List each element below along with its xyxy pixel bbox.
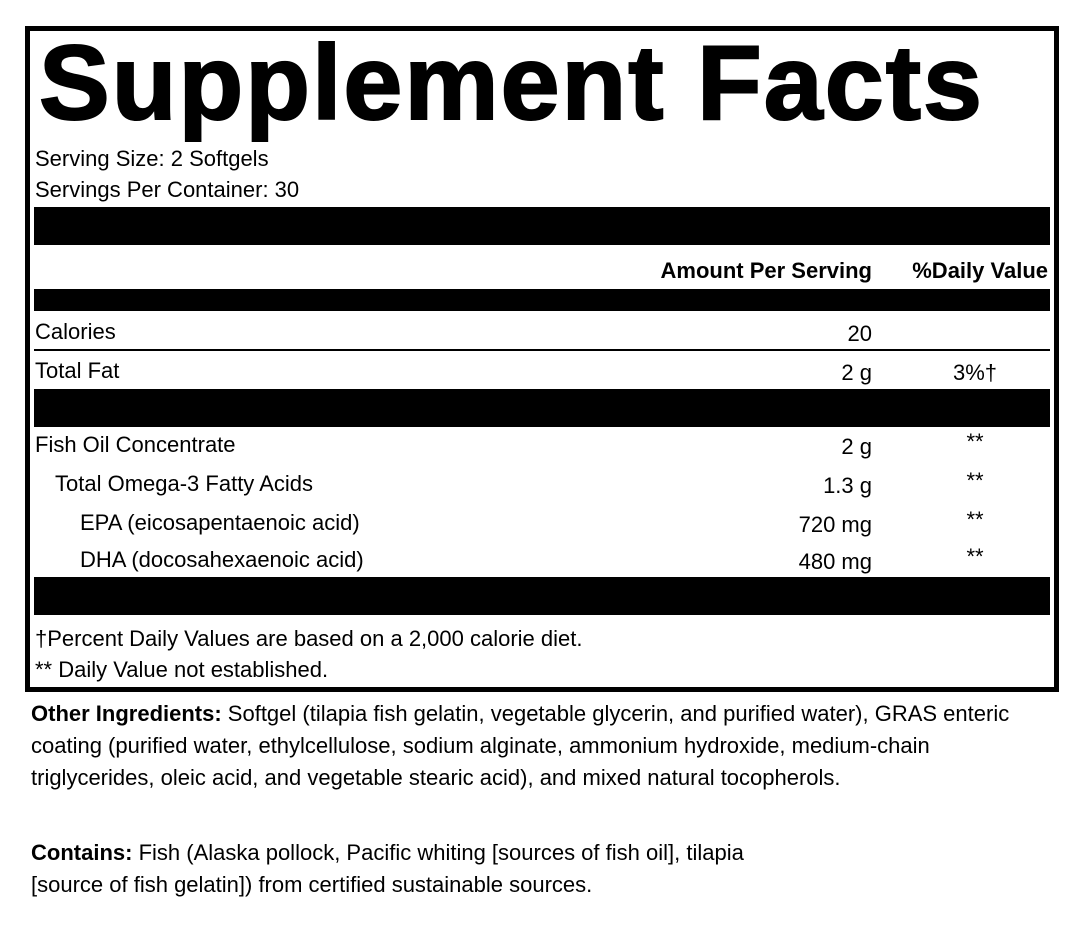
thick-divider-4 [34,577,1050,615]
row-name-fish-oil: Fish Oil Concentrate [35,432,236,457]
contains-label: Contains: [31,840,133,865]
panel-title: Supplement Facts [39,24,984,142]
row-amount-omega-3: 1.3 g [823,473,872,498]
row-name-dha: DHA (docosahexaenoic acid) [80,547,364,572]
serving-size: Serving Size: 2 Softgels [35,146,269,171]
row-amount-fish-oil: 2 g [841,434,872,459]
row-dv-fish-oil: ** [966,429,984,454]
footnote-dv-not-established: ** Daily Value not established. [35,657,329,682]
thick-divider-3 [34,389,1050,427]
other-ingredients-text: Softgel (tilapia fish gelatin, vegetable glycerin, and purified water), GRAS enteric coating (purified water, ethylcellulose, sodium alginate, ammonium hydroxide, medium-chain triglycerides, oleic acid, and vegetable stearic acid), and mixed natural tocopherols. [31,701,1010,790]
servings-per-container: Servings Per Container: 30 [35,177,300,202]
row-dv-total-fat: 3%† [952,360,998,385]
thin-rule [34,349,1050,351]
thick-divider-1 [34,207,1050,245]
row-name-calories: Calories [35,319,116,344]
row-dv-epa: ** [966,507,984,532]
row-amount-epa: 720 mg [798,512,872,537]
row-amount-total-fat: 2 g [841,360,872,385]
thick-divider-2 [34,289,1050,311]
row-amount-dha: 480 mg [798,549,872,574]
contains-text-line2: [source of fish gelatin]) from certified sustainable sources. [31,872,593,897]
row-dv-omega-3: ** [966,468,984,493]
supplement-facts-panel [25,26,1059,692]
row-dv-dha: ** [966,544,984,569]
other-ingredients-label: Other Ingredients: [31,701,222,726]
amount-per-serving-header: Amount Per Serving [660,258,872,283]
row-amount-calories: 20 [847,321,872,346]
row-name-omega-3: Total Omega-3 Fatty Acids [55,471,313,496]
footnote-percent-dv: †Percent Daily Values are based on a 2,000 calorie diet. [35,626,583,651]
row-name-total-fat: Total Fat [35,358,120,383]
row-name-epa: EPA (eicosapentaenoic acid) [80,510,360,535]
other-ingredients [31,698,1051,794]
contains-text-line1: Fish (Alaska pollock, Pacific whiting [sources of fish oil], tilapia [132,840,744,865]
contains-statement [31,837,1051,901]
daily-value-header: %Daily Value [912,258,1048,283]
